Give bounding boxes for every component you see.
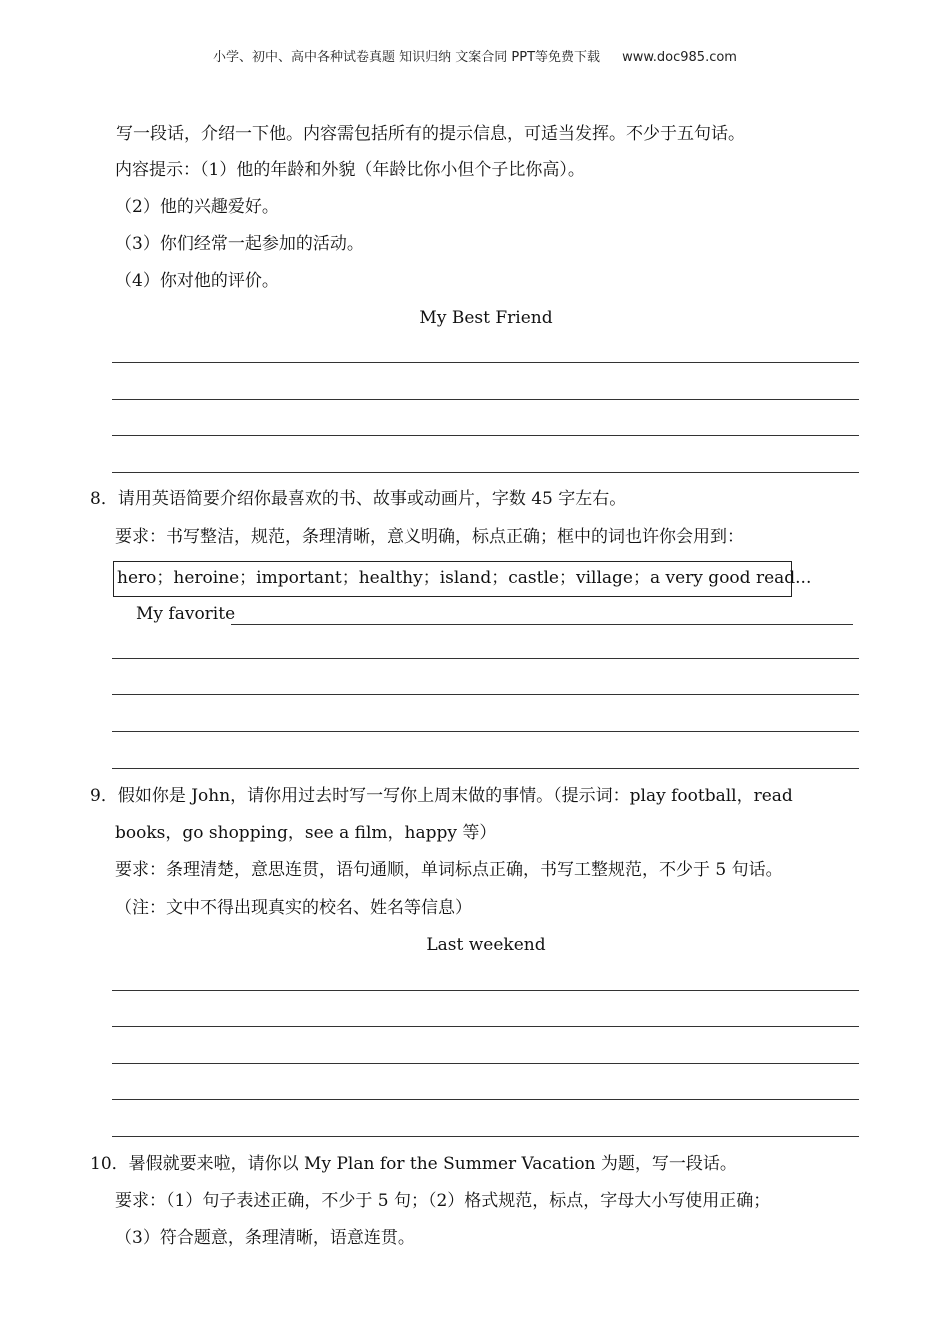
q7-answer-line[interactable]: [112, 399, 859, 400]
q8-starter-line[interactable]: [231, 624, 853, 625]
q7-hint-1: 内容提示：（1）他的年龄和外貌（年龄比你小但个子比你高）。: [115, 160, 585, 180]
q9-requirement: 要求：条理清楚，意思连贯，语句通顺，单词标点正确，书写工整规范，不少于 5 句话。: [115, 860, 783, 880]
q10-requirement-line-1: 要求：（1）句子表述正确，不少于 5 句；（2）格式规范，标点，字母大小写使用正确；: [115, 1191, 771, 1211]
q8-requirement: 要求：书写整洁，规范，条理清晰，意义明确，标点正确；框中的词也许你会用到：: [115, 527, 744, 547]
q10-prompt: 10．暑假就要来啦，请你以 My Plan for the Summer Vacation 为题，写一段话。: [90, 1154, 737, 1174]
q7-hint-4: （4）你对他的评价。: [115, 271, 279, 291]
q10-requirement-line-2: （3）符合题意，条理清晰，语意连贯。: [115, 1228, 415, 1248]
q7-answer-line[interactable]: [112, 472, 859, 473]
q8-answer-line[interactable]: [112, 694, 859, 695]
q9-answer-line[interactable]: [112, 1099, 859, 1100]
q9-note: （注：文中不得出现真实的校名、姓名等信息）: [115, 898, 472, 918]
q7-intro: 写一段话，介绍一下他。内容需包括所有的提示信息，可适当发挥。不少于五句话。: [116, 124, 745, 144]
q7-answer-line[interactable]: [112, 435, 859, 436]
q8-word-box: hero；heroine；important；healthy；island；castle；village；a very good read...: [113, 561, 792, 597]
q9-answer-line[interactable]: [112, 1026, 859, 1027]
header-site: www.doc985.com: [622, 50, 737, 65]
q8-answer-line[interactable]: [112, 768, 859, 769]
q9-prompt-line-2: books，go shopping，see a film，happy 等）: [115, 823, 497, 843]
page-header: [0, 46, 950, 65]
q8-answer-line[interactable]: [112, 658, 859, 659]
q9-answer-line[interactable]: [112, 1136, 859, 1137]
q9-essay-title: Last weekend: [426, 935, 546, 955]
q7-answer-line[interactable]: [112, 362, 859, 363]
q9-answer-line[interactable]: [112, 990, 859, 991]
q8-starter: My favorite: [136, 604, 236, 624]
q7-hint-3: （3）你们经常一起参加的活动。: [115, 234, 364, 254]
q8-answer-line[interactable]: [112, 731, 859, 732]
q7-essay-title: My Best Friend: [419, 308, 553, 328]
q8-prompt: 8．请用英语简要介绍你最喜欢的书、故事或动画片，字数 45 字左右。: [90, 489, 627, 509]
header-text: 小学、初中、高中各种试卷真题 知识归纳 文案合同 PPT等免费下载: [213, 50, 601, 65]
q7-hint-2: （2）他的兴趣爱好。: [115, 197, 279, 217]
q9-prompt-line-1: 9．假如你是 John，请你用过去时写一写你上周末做的事情。（提示词：play football，read: [90, 786, 793, 806]
q9-answer-line[interactable]: [112, 1063, 859, 1064]
